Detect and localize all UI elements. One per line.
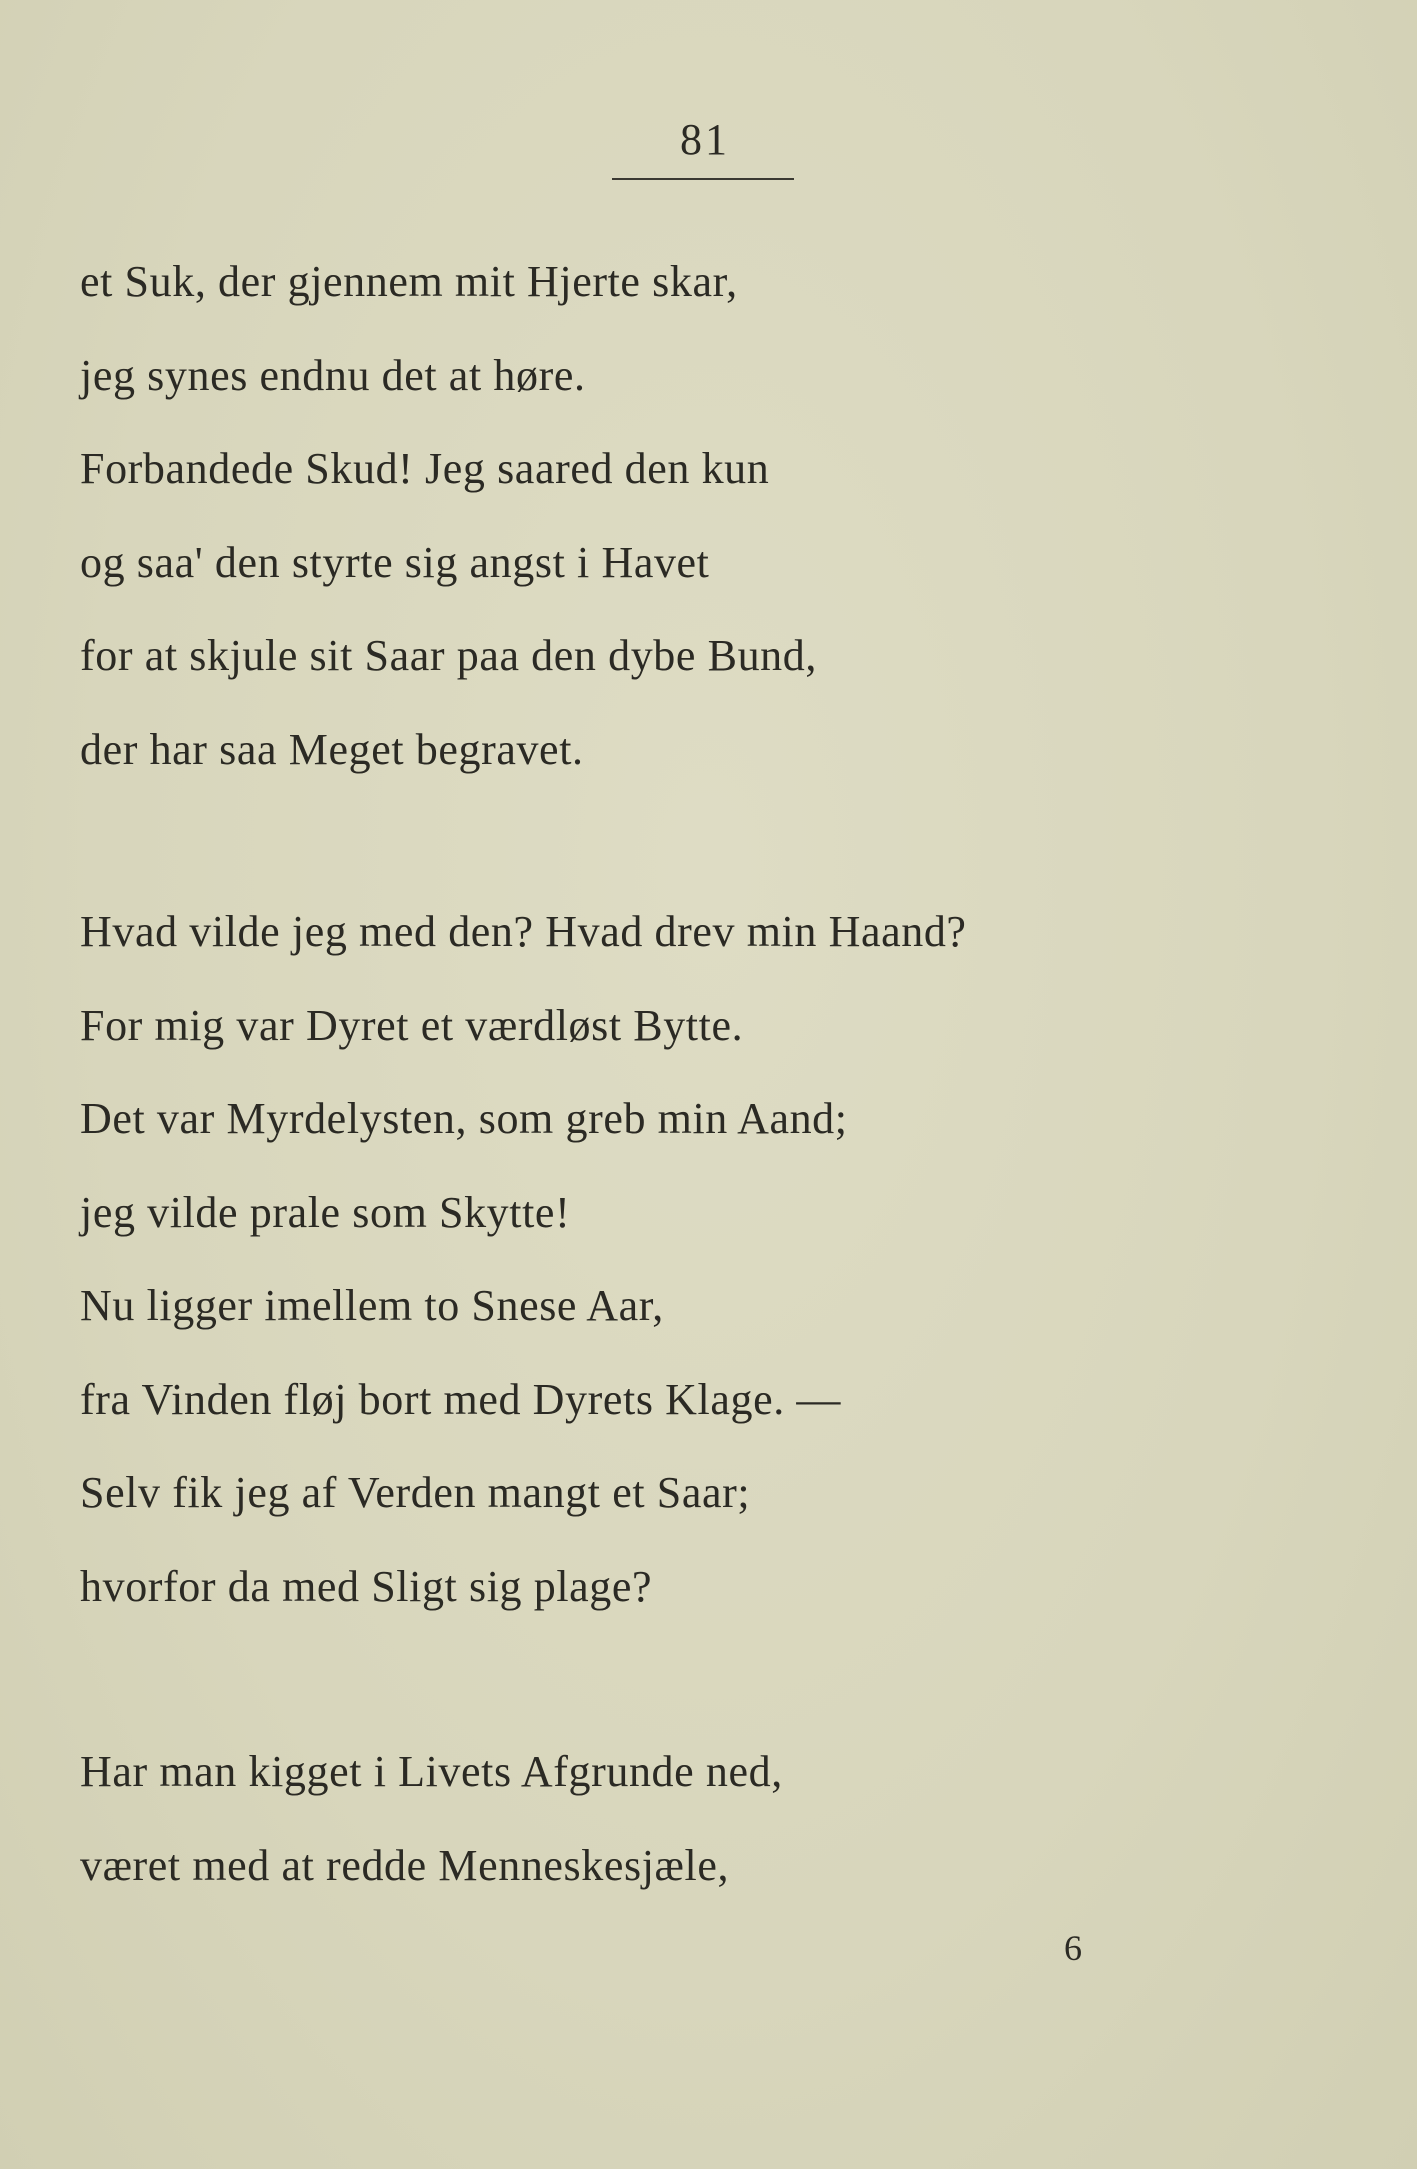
verse-line: et Suk, der gjennem mit Hjerte skar,: [80, 257, 738, 306]
verse-line: for at skjule sit Saar paa den dybe Bund,: [80, 631, 817, 680]
header-rule: [612, 178, 794, 180]
verse-line: Nu ligger imellem to Snese Aar,: [80, 1281, 664, 1330]
stanza-3: [80, 1725, 783, 1912]
stanza-2: [80, 885, 967, 1633]
page-number: 81: [680, 115, 730, 164]
verse-line: For mig var Dyret et værdløst Bytte.: [80, 1000, 744, 1050]
verse-line: været med at redde Menneskesjæle,: [80, 1840, 730, 1890]
verse-line: Det var Myrdelysten, som greb min Aand;: [80, 1094, 848, 1143]
verse-line: Har man kigget i Livets Afgrunde ned,: [80, 1747, 783, 1796]
verse-line: fra Vinden fløj bort med Dyrets Klage. —: [80, 1374, 842, 1424]
signature-mark: 6: [1064, 1928, 1082, 1968]
stanza-1: [80, 235, 817, 796]
verse-line: Selv fik jeg af Verden mangt et Saar;: [80, 1468, 751, 1517]
verse-line: Forbandede Skud! Jeg saared den kun: [80, 444, 770, 493]
verse-line: Hvad vilde jeg med den? Hvad drev min Haand?: [80, 907, 967, 956]
verse-line: der har saa Meget begravet.: [80, 724, 584, 774]
verse-line: hvorfor da med Sligt sig plage?: [80, 1561, 653, 1611]
verse-line: og saa' den styrte sig angst i Havet: [80, 537, 710, 587]
verse-line: jeg vilde prale som Skytte!: [80, 1187, 571, 1237]
verse-line: jeg synes endnu det at høre.: [80, 350, 586, 400]
